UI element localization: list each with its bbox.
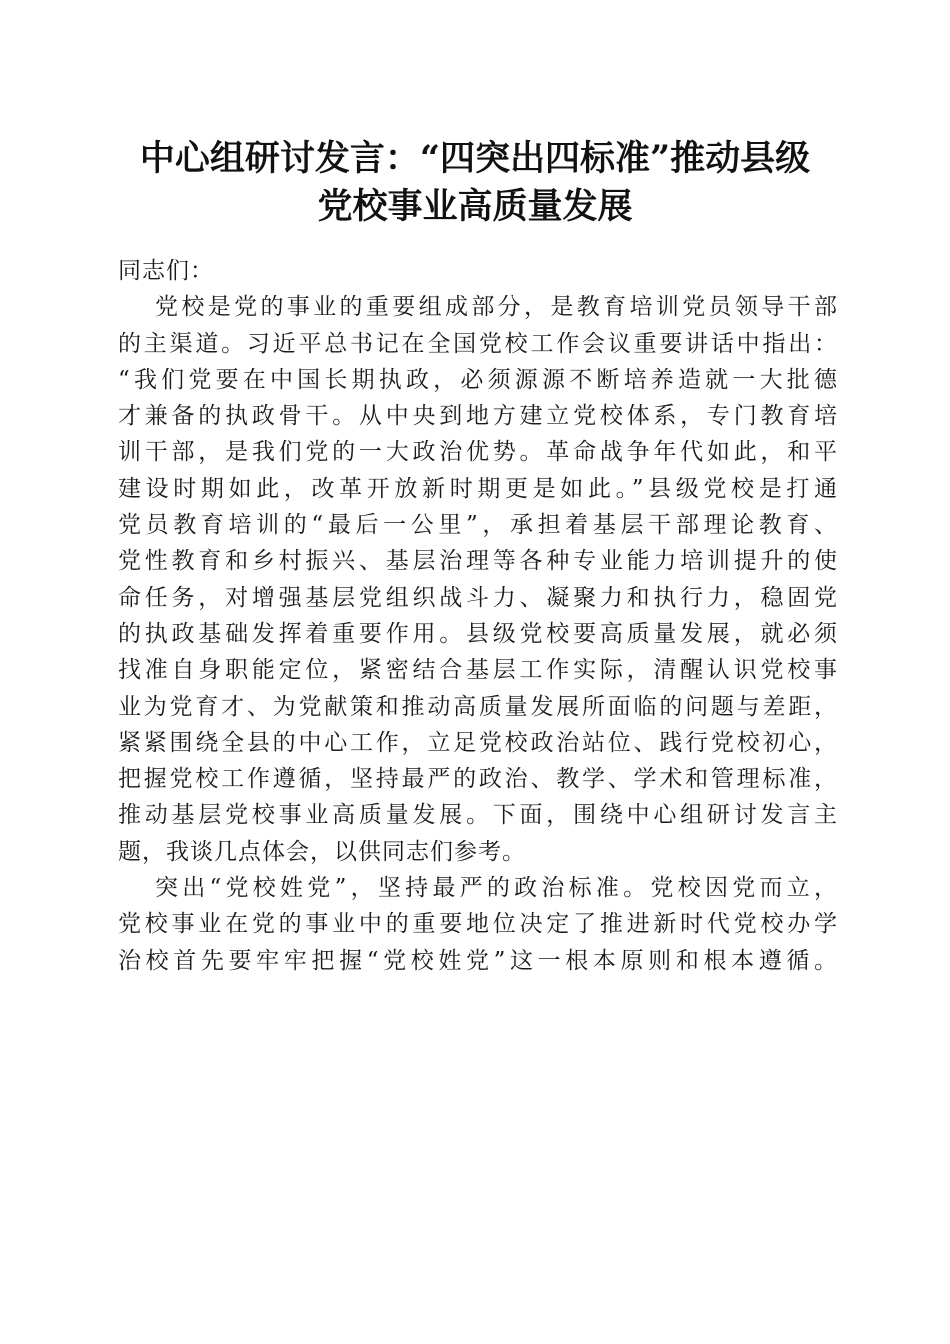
paragraph-1-line: 的执政基础发挥着重要作用。县级党校要高质量发展，就必须 <box>118 620 838 647</box>
paragraph-2 <box>118 870 838 979</box>
paragraph-1-line: 党员教育培训的“最后一公里”，承担着基层干部理论教育、 <box>118 512 838 539</box>
paragraph-1-line: 紧紧围绕全县的中心工作，立足党校政治站位、践行党校初心， <box>118 729 838 756</box>
paragraph-1-line: 推动基层党校事业高质量发展。下面，围绕中心组研讨发言主 <box>118 802 838 829</box>
salutation: 同志们： <box>118 258 214 284</box>
paragraph-2-line: 突出“党校姓党”，坚持最严的政治标准。党校因党而立， <box>155 875 838 902</box>
paragraph-1-line: 训干部，是我们党的一大政治优势。革命战争年代如此，和平 <box>118 439 838 466</box>
paragraph-1-line: 命任务，对增强基层党组织战斗力、凝聚力和执行力，稳固党 <box>118 584 838 611</box>
paragraph-1-line: 业为党育才、为党献策和推动高质量发展所面临的问题与差距， <box>118 693 838 720</box>
paragraph-1-line: 的主渠道。习近平总书记在全国党校工作会议重要讲话中指出： <box>118 330 838 357</box>
document-title <box>110 135 840 231</box>
paragraph-2-line: 治校首先要牢牢把握“党校姓党”这一根本原则和根本遵循。 <box>118 947 838 974</box>
title-line-1: 中心组研讨发言：“四突出四标准”推动县级 <box>139 138 811 179</box>
paragraph-1-line: 找准自身职能定位，紧密结合基层工作实际，清醒认识党校事 <box>118 657 838 684</box>
paragraph-1-line: 才兼备的执政骨干。从中央到地方建立党校体系，专门教育培 <box>118 403 838 430</box>
paragraph-1-line: 建设时期如此，改革开放新时期更是如此。”县级党校是打通 <box>118 475 838 502</box>
paragraph-1-line: 把握党校工作遵循，坚持最严的政治、教学、学术和管理标准， <box>118 766 838 793</box>
paragraph-1-line: 党校是党的事业的重要组成部分，是教育培训党员领导干部 <box>155 294 838 321</box>
paragraph-2-line: 党校事业在党的事业中的重要地位决定了推进新时代党校办学 <box>118 911 838 938</box>
paragraph-1-line: 题，我谈几点体会，以供同志们参考。 <box>118 838 526 865</box>
document-body <box>118 253 838 979</box>
paragraph-1 <box>118 289 838 870</box>
paragraph-1-line: “我们党要在中国长期执政，必须源源不断培养造就一大批德 <box>118 366 838 393</box>
paragraph-1-line: 党性教育和乡村振兴、基层治理等各种专业能力培训提升的使 <box>118 548 838 575</box>
title-line-2: 党校事业高质量发展 <box>317 186 633 227</box>
